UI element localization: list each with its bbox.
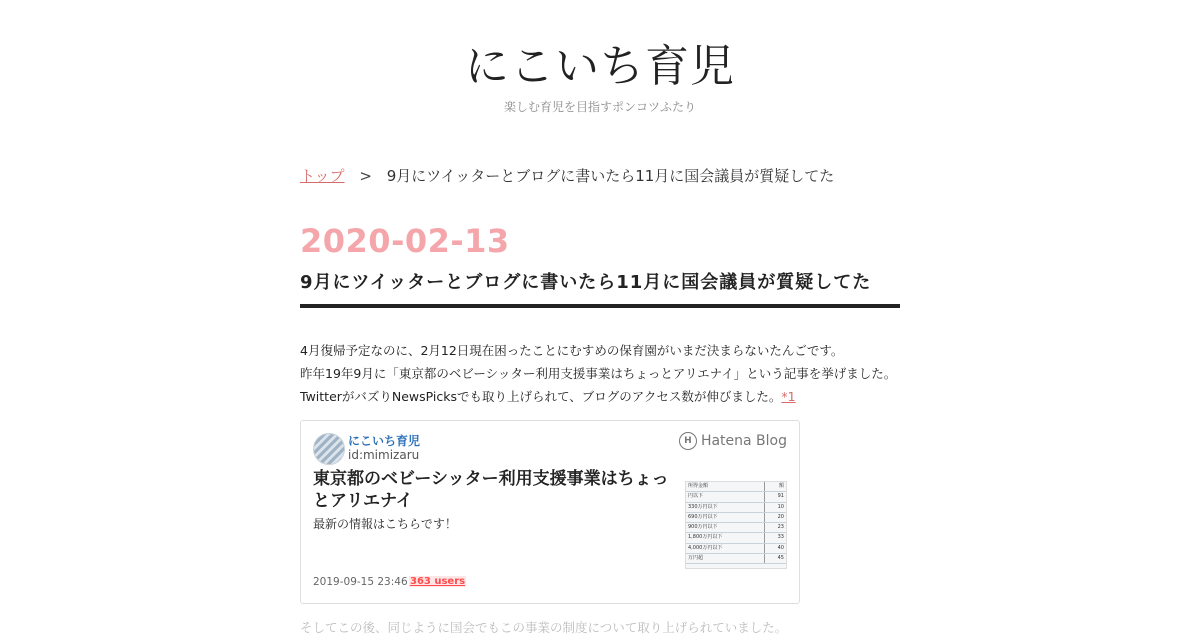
site-description: 楽しむ育児を目指すポンコツふたり	[503, 100, 696, 114]
embed-date: 2019-09-15 23:46	[313, 576, 408, 588]
hatena-service-name: Hatena Blog	[700, 433, 787, 449]
thumbnail-cell: 額	[764, 482, 786, 492]
breadcrumb-separator: >	[359, 167, 372, 185]
thumbnail-row	[686, 482, 786, 492]
thumbnail-row	[686, 492, 786, 502]
entry-body	[300, 339, 900, 408]
embed-title-link[interactable]: 東京都のベビーシッター利用支援事業はちょっとアリエナイ	[313, 469, 669, 511]
thumbnail-row	[686, 533, 786, 543]
thumbnail-cell: 91	[764, 492, 786, 502]
thumbnail-cell: 690万円以下	[686, 512, 764, 522]
thumbnail-cell: 1,800万円以下	[686, 533, 764, 543]
thumbnail-row	[686, 554, 786, 564]
entry-paragraph-1: 4月復帰予定なのに、2月12日現在困ったことにむすめの保育園がいまだ決まらないたんごです。	[300, 343, 844, 358]
embed-blog-id: id:mimizaru	[348, 448, 420, 462]
thumbnail-cell: 23	[764, 523, 786, 533]
entry-faded-line: そしてこの後、同じように国会でもこの事業の制度について取り上げられていました。	[300, 620, 788, 635]
thumbnail-table	[686, 482, 786, 564]
breadcrumb	[300, 165, 834, 186]
breadcrumb-current: 9月にツイッターとブログに書いたら11月に国会議員が質疑してた	[386, 167, 835, 185]
entry-date[interactable]: 2020-02-13	[300, 222, 510, 260]
entry-paragraph-2-text: 昨年19年9月に「東京都のベビーシッター利用支援事業はちょっとアリエナイ」という記事を挙げました。TwitterがバズりNewsPicksでも取り上げられて、ブログのアクセス数が伸びました。	[300, 366, 897, 404]
hatena-icon: H	[679, 432, 697, 450]
bookmark-users-link[interactable]: 363 users	[410, 576, 466, 587]
thumbnail-cell: 40	[764, 543, 786, 553]
thumbnail-cell: 33	[764, 533, 786, 543]
hatena-blog-logo[interactable]	[679, 432, 787, 450]
thumbnail-cell: 4,000万円以下	[686, 543, 764, 553]
entry-paragraph-2	[300, 362, 900, 408]
thumbnail-cell: 330万円以下	[686, 502, 764, 512]
thumbnail-cell: 万円超	[686, 554, 764, 564]
thumbnail-cell: 所得金額	[686, 482, 764, 492]
footnote-link[interactable]: *1	[781, 389, 796, 404]
thumbnail-row	[686, 502, 786, 512]
thumbnail-cell: 10	[764, 502, 786, 512]
blog-embed-card[interactable]	[300, 420, 800, 604]
blog-avatar[interactable]	[313, 433, 345, 465]
embed-summary: 最新の情報はこちらです！	[313, 517, 457, 531]
thumbnail-row	[686, 523, 786, 533]
breadcrumb-home-link[interactable]: トップ	[300, 167, 345, 185]
entry-title[interactable]: 9月にツイッターとブログに書いたら11月に国会議員が質疑してた	[300, 268, 900, 308]
thumbnail-cell: 45	[764, 554, 786, 564]
thumbnail-cell: 20	[764, 512, 786, 522]
thumbnail-row	[686, 512, 786, 522]
site-title[interactable]: にこいち育児	[465, 41, 735, 92]
embed-blog-name-link[interactable]: にこいち育児	[348, 434, 421, 448]
thumbnail-cell: 900万円以下	[686, 523, 764, 533]
embed-thumbnail[interactable]	[685, 481, 787, 569]
thumbnail-cell: 円以下	[686, 492, 764, 502]
thumbnail-row	[686, 543, 786, 553]
